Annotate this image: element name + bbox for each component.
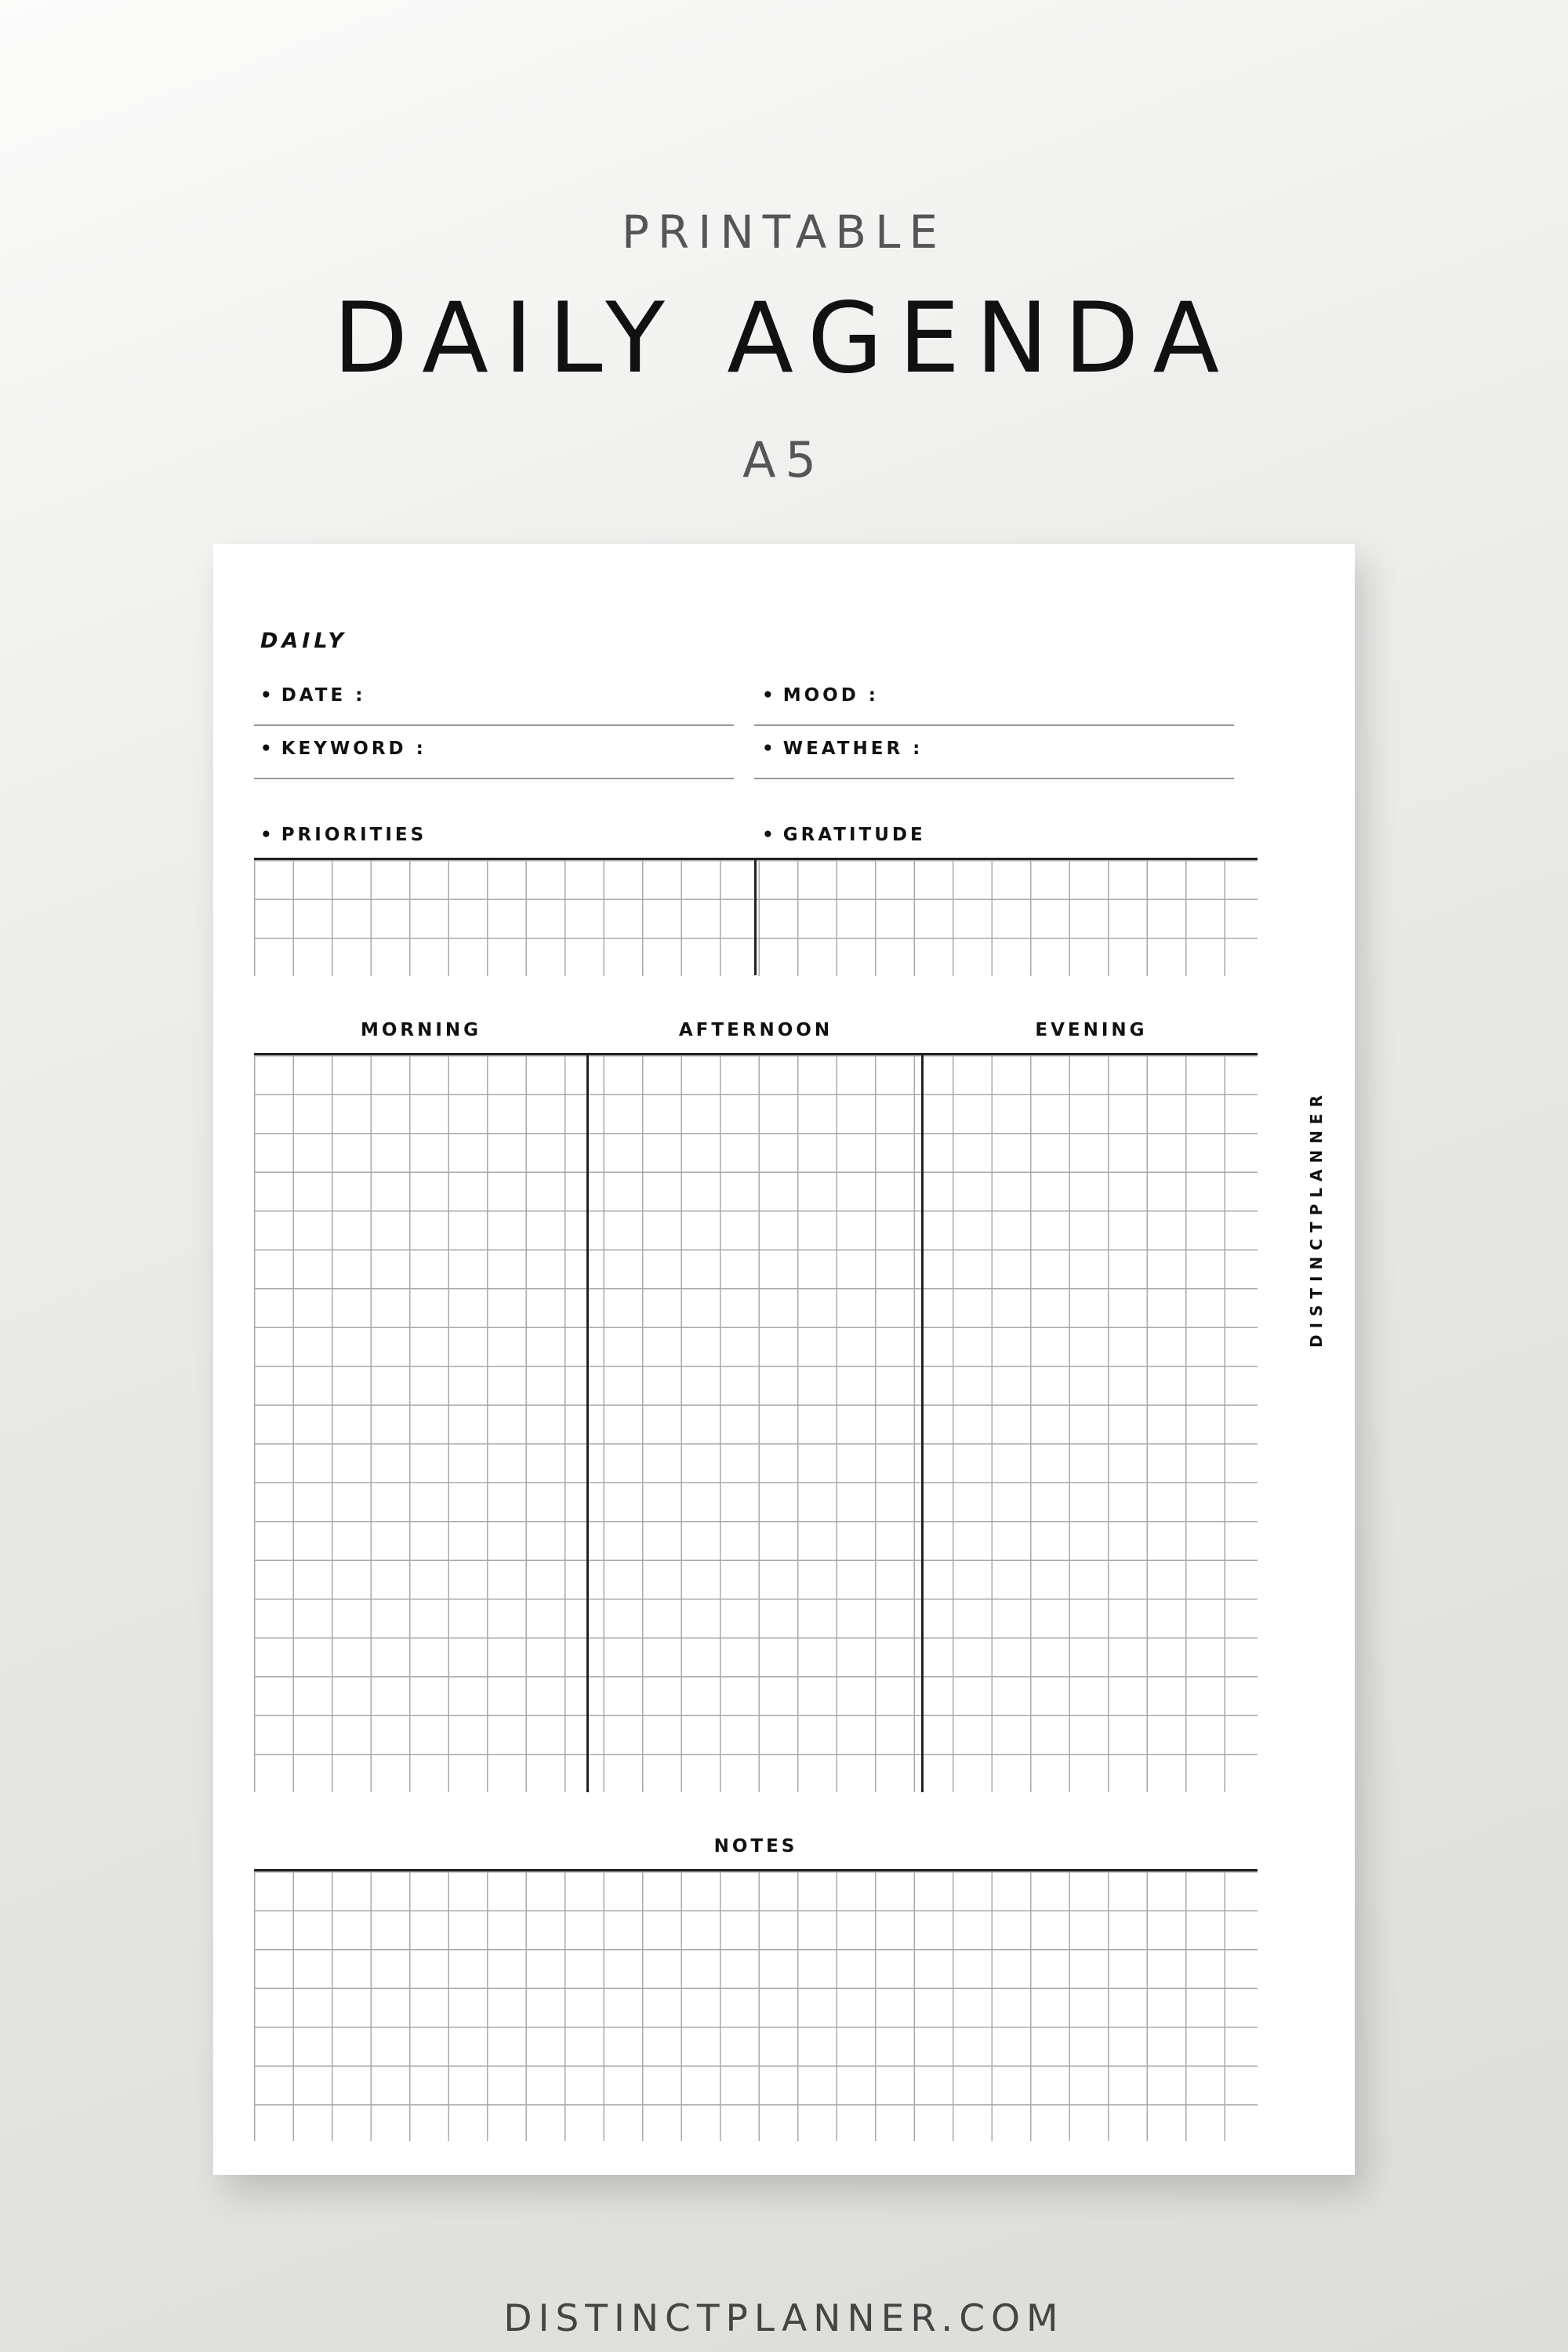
bullet-icon: • [260, 739, 275, 759]
sheet-title: DAILY [260, 629, 347, 653]
bullet-icon: • [260, 825, 275, 845]
weather-line [754, 778, 1234, 779]
side-brand-text: DISTINCTPLANNER [1307, 1089, 1326, 1348]
gratitude-label-text: GRATITUDE [782, 825, 926, 845]
website-footer: DISTINCTPLANNER.COM [503, 2297, 1065, 2340]
mood-field-label [762, 685, 879, 706]
weather-label-text: WEATHER : [782, 739, 924, 759]
date-field-label [260, 685, 365, 706]
afternoon-label: AFTERNOON [678, 1020, 833, 1040]
mood-line [754, 724, 1234, 726]
bullet-icon: • [260, 685, 275, 706]
evening-label: EVENING [1035, 1020, 1148, 1040]
notes-label: NOTES [713, 1836, 798, 1857]
page-title: DAILY AGENDA [332, 282, 1236, 395]
priorities-gratitude-divider [754, 858, 757, 975]
mood-label-text: MOOD : [782, 685, 879, 706]
notes-grid [254, 1869, 1258, 2141]
date-line [254, 724, 734, 726]
planner-sheet [213, 544, 1355, 2175]
keyword-field-label [260, 739, 426, 759]
paper-size-label: A5 [742, 431, 826, 488]
printable-subtitle: PRINTABLE [621, 205, 947, 259]
date-label-text: DATE : [281, 685, 366, 706]
keyword-label-text: KEYWORD : [281, 739, 426, 759]
morning-afternoon-divider [586, 1053, 589, 1792]
weather-field-label [762, 739, 923, 759]
gratitude-label [762, 825, 926, 845]
priorities-label [260, 825, 426, 845]
afternoon-evening-divider [921, 1053, 924, 1792]
keyword-line [254, 778, 734, 779]
bullet-icon: • [762, 825, 777, 845]
morning-label: MORNING [360, 1020, 482, 1040]
priorities-label-text: PRIORITIES [281, 825, 427, 845]
bullet-icon: • [762, 739, 777, 759]
bullet-icon: • [762, 685, 777, 706]
schedule-grid [254, 1053, 1258, 1792]
